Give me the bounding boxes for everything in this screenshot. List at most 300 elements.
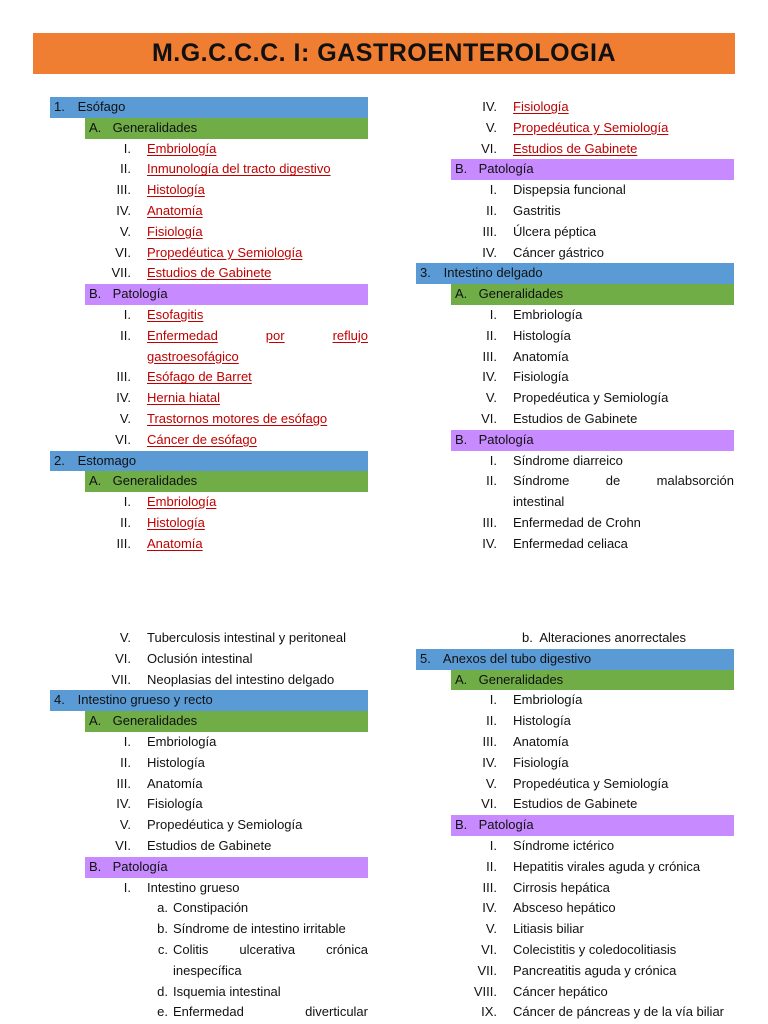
item-link[interactable]: Esofagitis xyxy=(147,306,204,322)
item-text xyxy=(147,222,368,243)
heading-number: A. xyxy=(89,713,102,729)
item-text xyxy=(513,898,734,919)
item-word: Síndrome xyxy=(513,473,570,489)
item-text xyxy=(513,409,734,430)
item-text xyxy=(513,1002,734,1023)
item-number: I. xyxy=(489,837,497,853)
list-item xyxy=(416,878,734,899)
item-word[interactable]: por xyxy=(265,327,285,343)
item-link[interactable]: Trastornos motores de esófago xyxy=(147,410,328,426)
list-item xyxy=(50,628,368,649)
list-item xyxy=(416,513,734,534)
heading-text: Patología xyxy=(109,858,168,874)
heading-number: B. xyxy=(455,161,468,177)
item-number: III. xyxy=(116,775,131,791)
list-item xyxy=(50,649,368,670)
list-item xyxy=(416,961,734,982)
item-number: a. xyxy=(157,900,168,916)
item-text xyxy=(513,222,734,243)
item-text xyxy=(513,513,734,534)
item-label: Propedéutica y Semiología xyxy=(513,775,669,791)
list-item xyxy=(50,815,368,836)
list-item xyxy=(416,347,734,368)
heading-text: Patología xyxy=(475,817,534,833)
item-number: I. xyxy=(489,452,497,468)
item-link[interactable]: Histología xyxy=(147,514,205,530)
item-text xyxy=(513,836,734,857)
patologia-heading xyxy=(85,284,368,305)
heading-text: Intestino delgado xyxy=(440,265,543,281)
item-label: Estudios de Gabinete xyxy=(147,837,272,853)
item-label: Constipación xyxy=(173,900,249,916)
item-continuation xyxy=(50,961,368,982)
item-text xyxy=(147,794,368,815)
generalidades-heading xyxy=(85,118,368,139)
list-item xyxy=(416,305,734,326)
item-label: Propedéutica y Semiología xyxy=(147,817,303,833)
item-label: Enfermedad celiaca xyxy=(513,535,628,551)
item-text xyxy=(173,919,368,940)
item-number: V. xyxy=(485,921,497,937)
item-number: c. xyxy=(157,941,168,957)
item-text xyxy=(147,732,368,753)
list-item xyxy=(416,409,734,430)
item-label: Anatomía xyxy=(513,733,569,749)
item-label: Histología xyxy=(513,713,571,729)
item-number: II. xyxy=(120,514,131,530)
item-number: I. xyxy=(123,879,131,895)
list-item xyxy=(50,430,368,451)
item-text xyxy=(513,732,734,753)
item-link[interactable]: Estudios de Gabinete xyxy=(147,265,272,281)
item-number: VI. xyxy=(481,410,497,426)
item-label: Embriología xyxy=(147,733,217,749)
item-number: V. xyxy=(485,390,497,406)
item-number: III. xyxy=(482,223,497,239)
heading-number: A. xyxy=(455,286,468,302)
item-label: Estudios de Gabinete xyxy=(513,796,638,812)
item-number: IX. xyxy=(481,1004,497,1020)
list-item xyxy=(50,836,368,857)
item-word: malabsorción xyxy=(656,473,734,489)
item-label: Fisiología xyxy=(513,369,569,385)
list-item xyxy=(416,919,734,940)
sub-list-item xyxy=(50,919,368,940)
item-number: VIII. xyxy=(473,983,497,999)
item-label: Estudios de Gabinete xyxy=(513,410,638,426)
item-label: Intestino grueso xyxy=(147,879,240,895)
item-text xyxy=(147,513,368,534)
list-item xyxy=(416,471,734,492)
item-number: V. xyxy=(485,119,497,135)
item-text xyxy=(147,815,368,836)
list-item xyxy=(416,222,734,243)
patologia-heading xyxy=(451,430,734,451)
list-item xyxy=(50,159,368,180)
section-heading xyxy=(50,690,368,711)
item-label: Anatomía xyxy=(513,348,569,364)
item-number: II. xyxy=(120,161,131,177)
item-text xyxy=(513,305,734,326)
outline-column-1 xyxy=(50,97,368,555)
item-number: III. xyxy=(482,348,497,364)
item-label: inespecífica xyxy=(173,962,242,978)
item-text xyxy=(513,367,734,388)
heading-text: Generalidades xyxy=(475,286,564,302)
list-item xyxy=(50,534,368,555)
heading-number: 2. xyxy=(54,452,65,468)
item-number: II. xyxy=(486,327,497,343)
item-number: V. xyxy=(119,630,131,645)
heading-text: Anexos del tubo digestivo xyxy=(440,650,592,666)
item-label: Histología xyxy=(147,754,205,770)
item-number: VII. xyxy=(111,265,131,281)
item-number: III. xyxy=(116,369,131,385)
item-text xyxy=(513,919,734,940)
item-word: de xyxy=(605,473,621,489)
list-item xyxy=(50,222,368,243)
item-number: VI. xyxy=(115,431,131,447)
list-item xyxy=(416,326,734,347)
heading-number: A. xyxy=(89,473,102,489)
list-item xyxy=(416,711,734,732)
item-text xyxy=(173,940,368,961)
item-text xyxy=(513,388,734,409)
item-label: Colecistitis y coledocolitiasis xyxy=(513,941,677,957)
item-number: II. xyxy=(486,473,497,489)
list-item xyxy=(50,367,368,388)
item-number: II. xyxy=(486,858,497,874)
item-text xyxy=(513,118,734,139)
item-number: I. xyxy=(489,306,497,322)
item-text xyxy=(147,347,368,368)
item-label: Hepatitis virales aguda y crónica xyxy=(513,858,701,874)
heading-text: Intestino grueso y recto xyxy=(74,692,213,708)
item-number: V. xyxy=(119,223,131,239)
item-number: IV. xyxy=(482,244,497,260)
item-number: I. xyxy=(123,494,131,510)
list-item xyxy=(416,118,734,139)
heading-text: Generalidades xyxy=(109,713,198,729)
item-word: diverticular xyxy=(305,1004,368,1020)
list-item xyxy=(416,243,734,264)
item-link[interactable]: Propedéutica y Semiología xyxy=(513,119,669,135)
item-label: Gastritis xyxy=(513,202,561,218)
item-number: IV. xyxy=(482,900,497,916)
list-item xyxy=(416,534,734,555)
item-label: Cáncer de páncreas y de la vía biliar xyxy=(513,1004,725,1020)
item-label: Histología xyxy=(513,327,571,343)
item-text xyxy=(513,534,734,555)
list-item xyxy=(416,180,734,201)
item-text xyxy=(147,305,368,326)
heading-text: Generalidades xyxy=(109,119,198,135)
item-label: b. Alteraciones anorrectales xyxy=(522,630,687,645)
item-number: e. xyxy=(157,1004,168,1020)
heading-text: Patología xyxy=(475,431,534,447)
item-link[interactable]: Anatomía xyxy=(147,535,203,551)
item-text xyxy=(513,492,734,513)
item-text xyxy=(513,711,734,732)
item-label: Litiasis biliar xyxy=(513,921,584,937)
item-label: Síndrome ictérico xyxy=(513,837,615,853)
sub-list-item xyxy=(50,1002,368,1023)
item-label: Síndrome de intestino irritable xyxy=(173,921,346,937)
item-number: IV. xyxy=(482,535,497,551)
heading-number: B. xyxy=(89,286,102,302)
item-word: ulcerativa xyxy=(239,941,296,957)
item-text xyxy=(513,940,734,961)
item-text xyxy=(147,774,368,795)
item-text xyxy=(513,451,734,472)
list-item xyxy=(50,388,368,409)
item-label: Neoplasias del intestino delgado xyxy=(147,671,335,687)
item-number: III. xyxy=(482,733,497,749)
item-number: VII. xyxy=(111,671,131,687)
item-number: VI. xyxy=(481,796,497,812)
list-item xyxy=(50,201,368,222)
item-text xyxy=(147,139,368,160)
heading-text: Esófago xyxy=(74,99,126,114)
item-number: VI. xyxy=(115,650,131,666)
item-number: IV. xyxy=(482,99,497,114)
item-number: VI. xyxy=(481,941,497,957)
item-text xyxy=(513,201,734,222)
heading-text: Patología xyxy=(109,286,168,302)
heading-text: Generalidades xyxy=(109,473,198,489)
item-link[interactable]: Propedéutica y Semiología xyxy=(147,244,303,260)
item-number: I. xyxy=(489,182,497,198)
list-item xyxy=(416,139,734,160)
item-label: Enfermedad de Crohn xyxy=(513,514,641,530)
list-item xyxy=(416,794,734,815)
item-text xyxy=(513,774,734,795)
item-word: Enfermedad xyxy=(173,1004,244,1020)
item-label: Absceso hepático xyxy=(513,900,616,916)
item-number: IV. xyxy=(482,754,497,770)
item-number: IV. xyxy=(116,796,131,812)
item-word[interactable]: reflujo xyxy=(332,327,368,343)
item-number: I. xyxy=(123,733,131,749)
list-item xyxy=(50,753,368,774)
list-item xyxy=(416,857,734,878)
item-link[interactable]: Esófago de Barret xyxy=(147,369,252,385)
list-item xyxy=(416,388,734,409)
item-label: Cáncer hepático xyxy=(513,983,608,999)
item-link[interactable]: Embriología xyxy=(147,494,217,510)
item-label: Fisiología xyxy=(513,754,569,770)
item-text xyxy=(147,836,368,857)
list-item xyxy=(50,670,368,691)
item-link[interactable]: Estudios de Gabinete xyxy=(513,140,638,156)
item-text xyxy=(513,97,734,118)
item-text xyxy=(513,982,734,1003)
list-item xyxy=(416,940,734,961)
item-text xyxy=(147,628,368,649)
item-label: Anatomía xyxy=(147,775,203,791)
item-link[interactable]: Anatomía xyxy=(147,202,203,218)
item-text xyxy=(147,388,368,409)
heading-number: B. xyxy=(455,817,468,833)
list-item xyxy=(416,774,734,795)
item-text xyxy=(513,857,734,878)
item-number: V. xyxy=(119,817,131,833)
list-item xyxy=(416,732,734,753)
item-label: Pancreatitis aguda y crónica xyxy=(513,962,677,978)
item-label: Oclusión intestinal xyxy=(147,650,253,666)
outline-column-2 xyxy=(416,97,734,555)
generalidades-heading xyxy=(451,670,734,691)
item-link[interactable]: Fisiología xyxy=(147,223,203,239)
list-item xyxy=(50,305,368,326)
item-number: II. xyxy=(120,754,131,770)
sub-list-item xyxy=(50,898,368,919)
item-text xyxy=(513,347,734,368)
item-text xyxy=(147,243,368,264)
item-text xyxy=(513,243,734,264)
item-text xyxy=(147,753,368,774)
item-number: V. xyxy=(119,410,131,426)
list-item xyxy=(50,794,368,815)
item-text xyxy=(513,326,734,347)
heading-number: B. xyxy=(455,431,468,447)
list-item xyxy=(50,513,368,534)
list-item xyxy=(416,367,734,388)
item-number: IV. xyxy=(116,390,131,406)
item-text xyxy=(513,180,734,201)
section-heading xyxy=(50,97,368,118)
item-link[interactable]: Hernia hiatal xyxy=(147,390,220,406)
item-link[interactable] xyxy=(147,326,368,347)
item-text xyxy=(147,367,368,388)
item-text xyxy=(147,409,368,430)
item-link[interactable]: Fisiología xyxy=(513,99,569,114)
section-heading xyxy=(50,451,368,472)
item-word: crónica xyxy=(326,941,368,957)
heading-number: A. xyxy=(89,119,102,135)
item-text xyxy=(147,670,368,691)
list-item xyxy=(50,492,368,513)
item-text xyxy=(513,139,734,160)
patologia-heading xyxy=(85,857,368,878)
item-text xyxy=(173,898,368,919)
item-link[interactable]: Inmunología del tracto digestivo xyxy=(147,161,331,177)
item-number: V. xyxy=(485,775,497,791)
patologia-heading xyxy=(451,159,734,180)
item-link[interactable]: Embriología xyxy=(147,140,217,156)
item-text xyxy=(513,878,734,899)
item-label: Fisiología xyxy=(147,796,203,812)
item-label: Propedéutica y Semiología xyxy=(513,390,669,406)
item-continuation xyxy=(416,492,734,513)
generalidades-heading xyxy=(85,711,368,732)
generalidades-heading xyxy=(85,471,368,492)
heading-number: 4. xyxy=(54,692,65,708)
item-link[interactable]: Cáncer de esófago xyxy=(147,431,257,447)
heading-text: Estomago xyxy=(74,452,137,468)
item-number: VII. xyxy=(477,962,497,978)
item-word[interactable]: Enfermedad xyxy=(147,327,218,343)
outline-column-3 xyxy=(50,628,368,1023)
item-label: Síndrome diarreico xyxy=(513,452,623,468)
list-item xyxy=(50,180,368,201)
sub-list-item xyxy=(416,628,734,649)
list-item xyxy=(50,243,368,264)
list-item xyxy=(416,97,734,118)
item-number: I. xyxy=(489,692,497,708)
item-link[interactable]: Histología xyxy=(147,182,205,198)
heading-number: 3. xyxy=(420,265,431,281)
item-text xyxy=(147,878,368,899)
item-text xyxy=(147,263,368,284)
list-item xyxy=(416,982,734,1003)
item-text xyxy=(147,159,368,180)
item-text xyxy=(513,690,734,711)
item-text xyxy=(173,961,368,982)
section-heading xyxy=(416,649,734,670)
item-number: IV. xyxy=(482,369,497,385)
item-label: Embriología xyxy=(513,306,583,322)
list-item xyxy=(416,898,734,919)
item-text xyxy=(147,492,368,513)
item-label: Dispepsia funcional xyxy=(513,182,626,198)
item-label: Cáncer gástrico xyxy=(513,244,605,260)
item-number: d. xyxy=(157,983,168,999)
item-label: Tuberculosis intestinal y peritoneal xyxy=(147,630,346,645)
list-item xyxy=(50,409,368,430)
item-number: II. xyxy=(120,327,131,343)
item-label: Embriología xyxy=(513,692,583,708)
list-item xyxy=(50,139,368,160)
patologia-heading xyxy=(451,815,734,836)
item-number: I. xyxy=(123,140,131,156)
list-item xyxy=(416,201,734,222)
item-label: Isquemia intestinal xyxy=(173,983,281,999)
item-word: Colitis xyxy=(173,941,209,957)
heading-number: A. xyxy=(455,671,468,687)
list-item xyxy=(50,878,368,899)
item-number: VI. xyxy=(481,140,497,156)
item-number: VI. xyxy=(115,837,131,853)
heading-number: 1. xyxy=(54,99,65,114)
item-text xyxy=(513,961,734,982)
item-label: Cirrosis hepática xyxy=(513,879,610,895)
document-title-bar xyxy=(33,33,735,74)
item-number: III. xyxy=(116,535,131,551)
item-number: b. xyxy=(157,921,168,937)
outline-column-4 xyxy=(416,628,734,1023)
heading-number: 5. xyxy=(420,650,431,666)
list-item xyxy=(416,1002,734,1023)
item-text xyxy=(147,534,368,555)
item-text xyxy=(147,201,368,222)
section-heading xyxy=(416,263,734,284)
item-text xyxy=(513,753,734,774)
generalidades-heading xyxy=(451,284,734,305)
list-item xyxy=(50,263,368,284)
item-text xyxy=(147,649,368,670)
item-label: Úlcera péptica xyxy=(513,223,597,239)
list-item xyxy=(50,732,368,753)
item-number: II. xyxy=(486,202,497,218)
item-number: III. xyxy=(482,879,497,895)
item-link[interactable]: gastroesofágico xyxy=(147,348,239,364)
heading-text: Generalidades xyxy=(475,671,564,687)
list-item xyxy=(50,774,368,795)
item-label: intestinal xyxy=(513,494,565,510)
item-number: III. xyxy=(482,514,497,530)
item-number: IV. xyxy=(116,202,131,218)
